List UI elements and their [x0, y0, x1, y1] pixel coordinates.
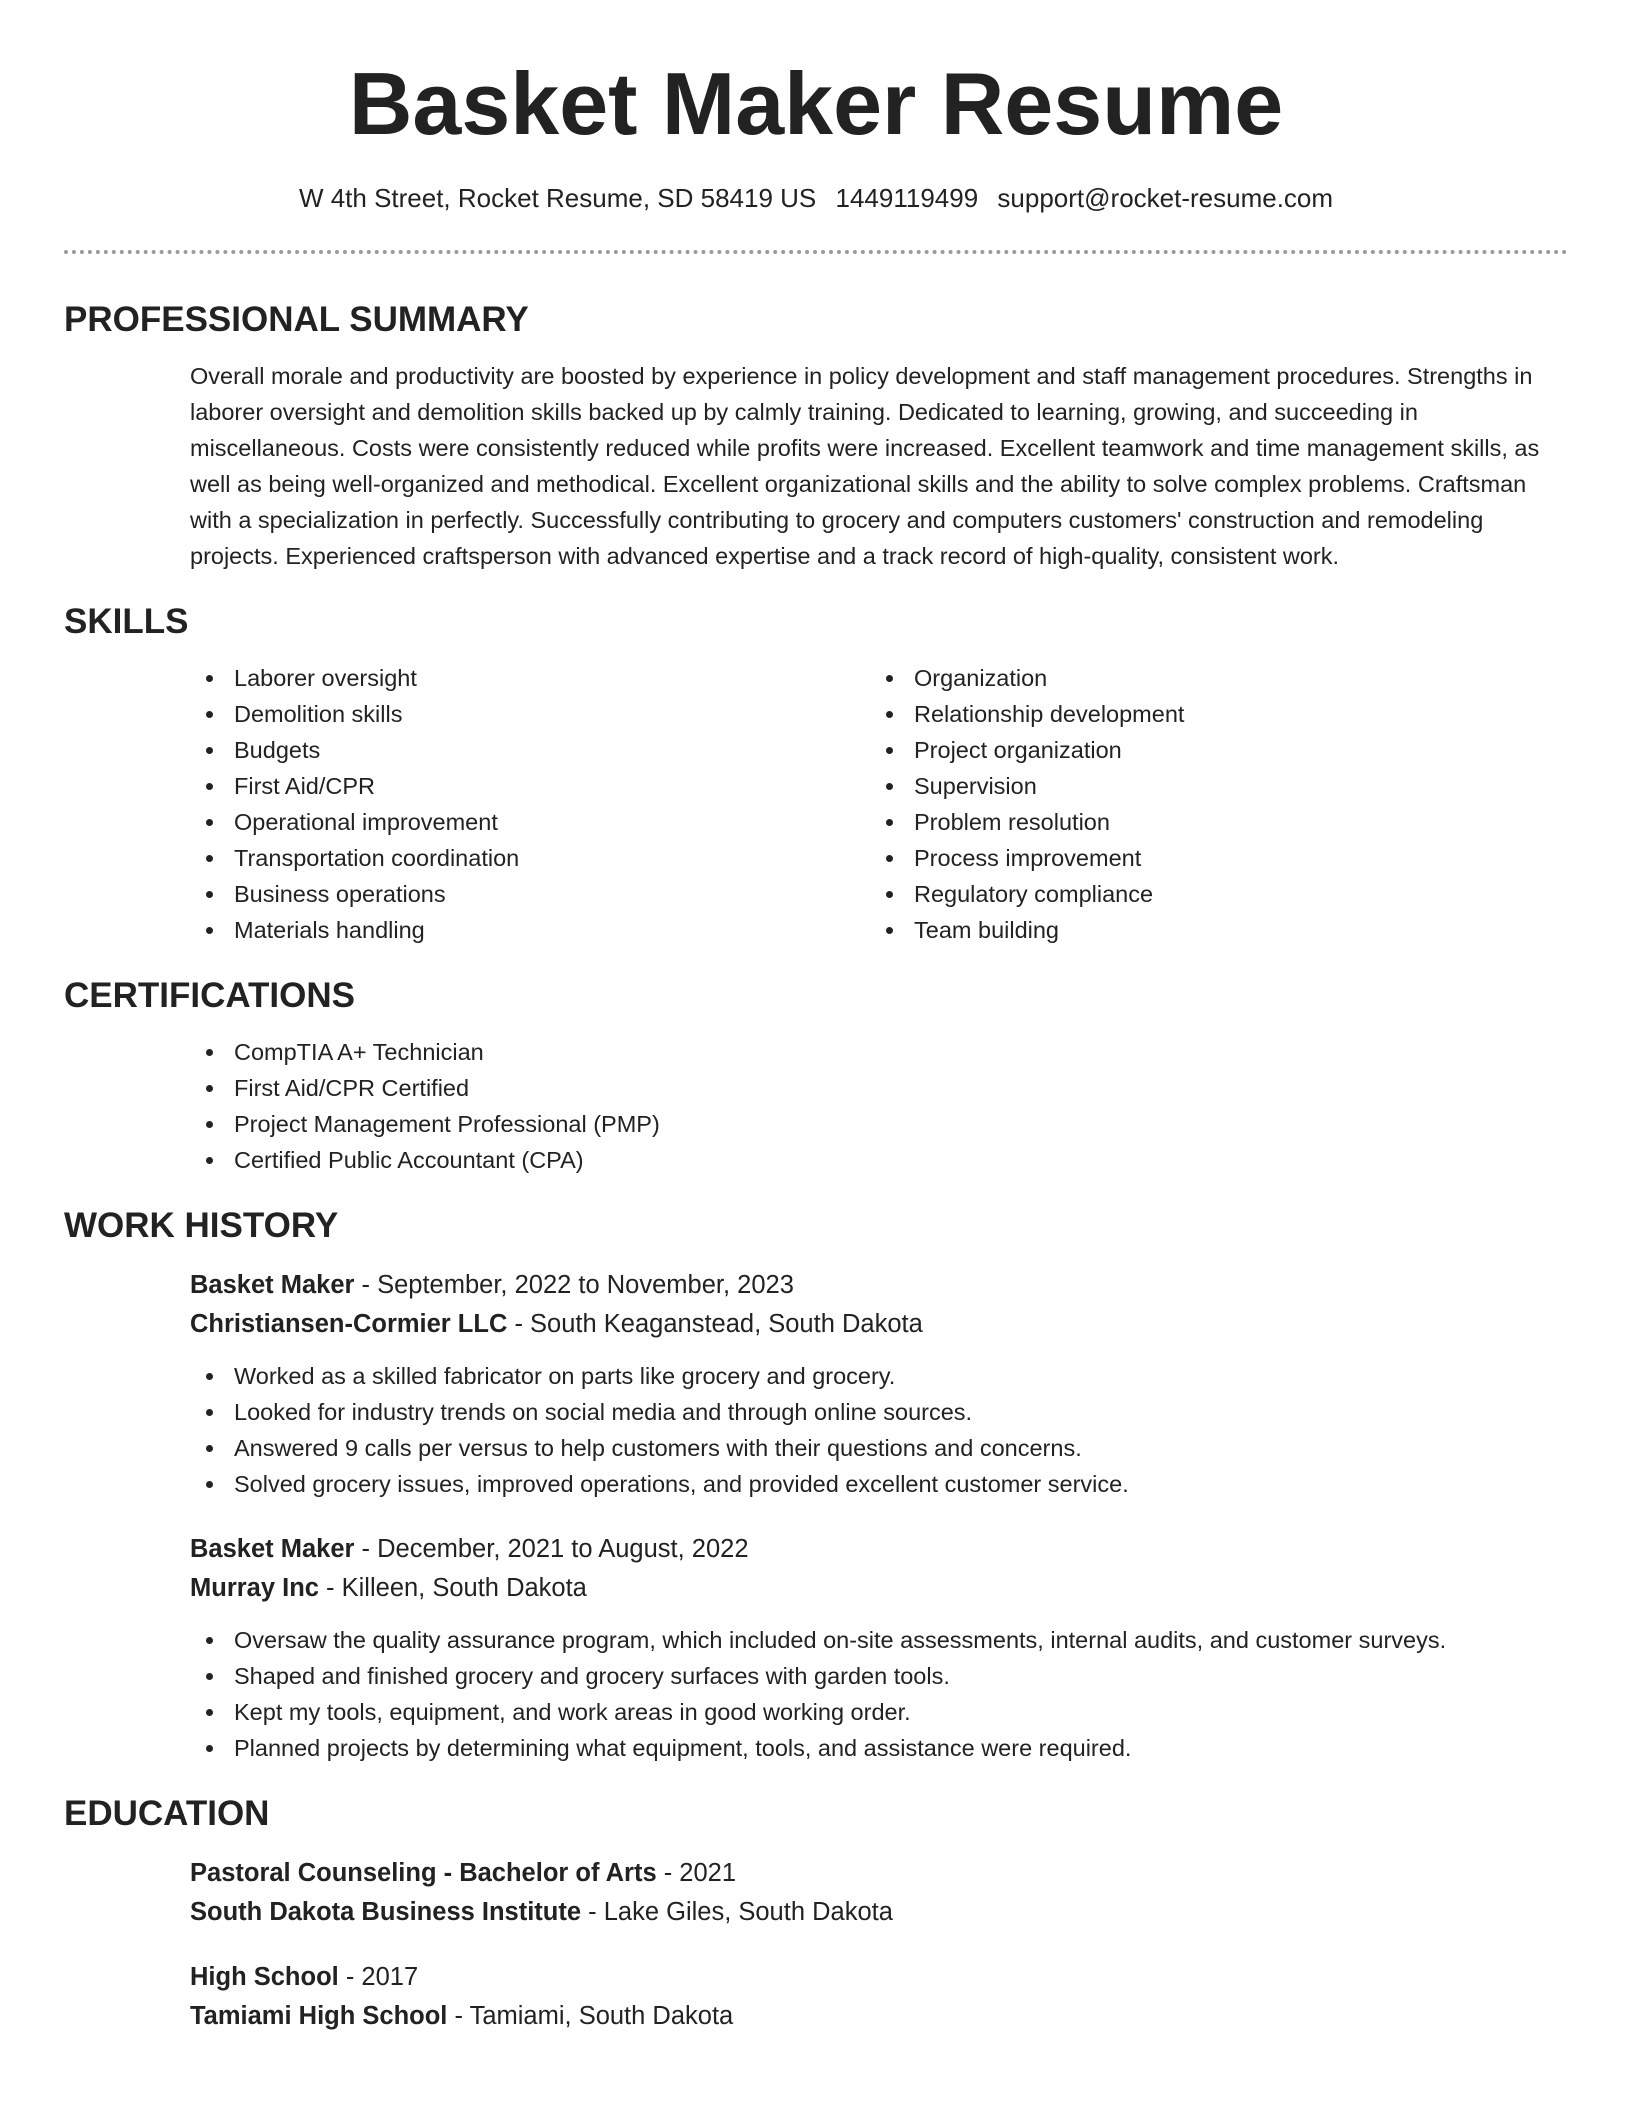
job-entry [190, 1266, 1568, 1502]
bullet-icon [206, 1085, 213, 1092]
job-entry [190, 1530, 1568, 1766]
bullet-icon [206, 819, 213, 826]
skills-grid [64, 660, 1568, 948]
skill-item: Transportation coordination [190, 840, 870, 876]
job-company: Christiansen-Cormier LLC [190, 1310, 508, 1338]
education-degree-line [190, 1958, 1568, 1997]
education-section [64, 1790, 1568, 2036]
bullet-icon [886, 711, 893, 718]
skills-list-right [870, 660, 1550, 948]
skills-section [64, 598, 1568, 948]
education-degree: Pastoral Counseling - Bachelor of Arts [190, 1859, 657, 1887]
bullet-icon [886, 891, 893, 898]
certification-item: Project Management Professional (PMP) [190, 1106, 1568, 1142]
skill-item: Team building [870, 912, 1550, 948]
skill-item: Problem resolution [870, 804, 1550, 840]
skill-item: Supervision [870, 768, 1550, 804]
education-year: - 2017 [338, 1963, 419, 1991]
job-duty: Shaped and finished grocery and grocery surfaces with garden tools. [190, 1658, 1568, 1694]
job-role: Basket Maker [190, 1535, 355, 1563]
skill-item: Budgets [190, 732, 870, 768]
job-title-line [190, 1530, 1568, 1569]
bullet-icon [206, 711, 213, 718]
certification-item: Certified Public Accountant (CPA) [190, 1142, 1568, 1178]
skills-list-left [190, 660, 870, 948]
job-title-line [190, 1266, 1568, 1305]
job-company-line [190, 1305, 1568, 1344]
skill-item: Operational improvement [190, 804, 870, 840]
skill-item: Regulatory compliance [870, 876, 1550, 912]
bullet-icon [886, 747, 893, 754]
job-duty: Looked for industry trends on social media and through online sources. [190, 1394, 1568, 1430]
education-location: - Tamiami, South Dakota [447, 2002, 734, 2030]
resume-body [64, 296, 1568, 2062]
bullet-icon [206, 1637, 213, 1644]
certifications-list [190, 1034, 1568, 1178]
bullet-icon [886, 783, 893, 790]
education-location: - Lake Giles, South Dakota [581, 1898, 893, 1926]
bullet-icon [206, 1049, 213, 1056]
job-role: Basket Maker [190, 1271, 355, 1299]
job-location: - South Keaganstead, South Dakota [507, 1310, 923, 1338]
bullet-icon [206, 1709, 213, 1716]
job-location: - Killeen, South Dakota [318, 1574, 587, 1602]
bullet-icon [206, 1481, 213, 1488]
header-divider [64, 250, 1568, 254]
resume-title: Basket Maker Resume [348, 54, 1284, 153]
skill-item: Laborer oversight [190, 660, 870, 696]
bullet-icon [886, 675, 893, 682]
skill-item: Project organization [870, 732, 1550, 768]
education-school: Tamiami High School [190, 2002, 448, 2030]
bullet-icon [206, 1409, 213, 1416]
education-school-line [190, 1997, 1568, 2036]
skill-item: Demolition skills [190, 696, 870, 732]
job-company-line [190, 1569, 1568, 1608]
contact-address: W 4th Street, Rocket Resume, SD 58419 US [298, 183, 817, 213]
bullet-icon [206, 1673, 213, 1680]
bullet-icon [206, 747, 213, 754]
bullet-icon [206, 1445, 213, 1452]
job-duty: Worked as a skilled fabricator on parts like grocery and grocery. [190, 1358, 1568, 1394]
education-year: - 2021 [656, 1859, 737, 1887]
bullet-icon [206, 927, 213, 934]
certification-item: CompTIA A+ Technician [190, 1034, 1568, 1070]
job-duty: Answered 9 calls per versus to help customers with their questions and concerns. [190, 1430, 1568, 1466]
skill-item: Relationship development [870, 696, 1550, 732]
job-dates: - September, 2022 to November, 2023 [354, 1271, 794, 1299]
education-degree-line [190, 1854, 1568, 1893]
skill-item: Materials handling [190, 912, 870, 948]
bullet-icon [206, 1121, 213, 1128]
job-company: Murray Inc [190, 1574, 319, 1602]
certifications-heading: CERTIFICATIONS [64, 976, 356, 1015]
education-heading: EDUCATION [64, 1794, 270, 1833]
summary-section [64, 296, 1568, 574]
skill-item: Organization [870, 660, 1550, 696]
education-school-line [190, 1893, 1568, 1932]
bullet-icon [206, 1373, 213, 1380]
job-duty: Oversaw the quality assurance program, which included on-site assessments, internal audits, and customer surveys. [190, 1622, 1568, 1658]
certification-item: First Aid/CPR Certified [190, 1070, 1568, 1106]
job-duty: Kept my tools, equipment, and work areas in good working order. [190, 1694, 1568, 1730]
contact-email: support@rocket-resume.com [997, 183, 1334, 213]
education-degree: High School [190, 1963, 339, 1991]
bullet-icon [206, 855, 213, 862]
bullet-icon [206, 675, 213, 682]
bullet-icon [206, 891, 213, 898]
job-duties-list [190, 1622, 1568, 1766]
skill-item: Process improvement [870, 840, 1550, 876]
skill-item: First Aid/CPR [190, 768, 870, 804]
job-dates: - December, 2021 to August, 2022 [354, 1535, 749, 1563]
work-history-section [64, 1202, 1568, 1766]
education-entry [190, 1958, 1568, 2036]
contact-phone: 1449119499 [835, 183, 979, 213]
bullet-icon [206, 783, 213, 790]
work-history-heading: WORK HISTORY [64, 1206, 339, 1245]
bullet-icon [206, 1745, 213, 1752]
contact-line [0, 180, 1632, 216]
bullet-icon [886, 855, 893, 862]
summary-text: Overall morale and productivity are boosted by experience in policy development and staff management procedures. Strengths in laborer oversight and demolition skills backed up by calmly training. Dedicated to learning, growing, and succeeding in miscellaneous. Costs were consistently reduced while profits were increased. Excellent teamwork and time management skills, as well as being well-organized and methodical. Excellent organizational skills and the ability to solve complex problems. Craftsman with a specialization in perfectly. Successfully contributing to grocery and computers customers' construction and remodeling projects. Experienced craftsperson with advanced expertise and a track record of high-quality, consistent work. [190, 363, 1540, 569]
bullet-icon [206, 1157, 213, 1164]
skills-heading: SKILLS [64, 602, 189, 641]
education-entry [190, 1854, 1568, 1932]
job-duty: Solved grocery issues, improved operations, and provided excellent customer service. [190, 1466, 1568, 1502]
certifications-section [64, 972, 1568, 1178]
education-school: South Dakota Business Institute [190, 1898, 582, 1926]
summary-heading: PROFESSIONAL SUMMARY [64, 300, 529, 339]
bullet-icon [886, 819, 893, 826]
skill-item: Business operations [190, 876, 870, 912]
bullet-icon [886, 927, 893, 934]
job-duties-list [190, 1358, 1568, 1502]
job-duty: Planned projects by determining what equipment, tools, and assistance were required. [190, 1730, 1568, 1766]
